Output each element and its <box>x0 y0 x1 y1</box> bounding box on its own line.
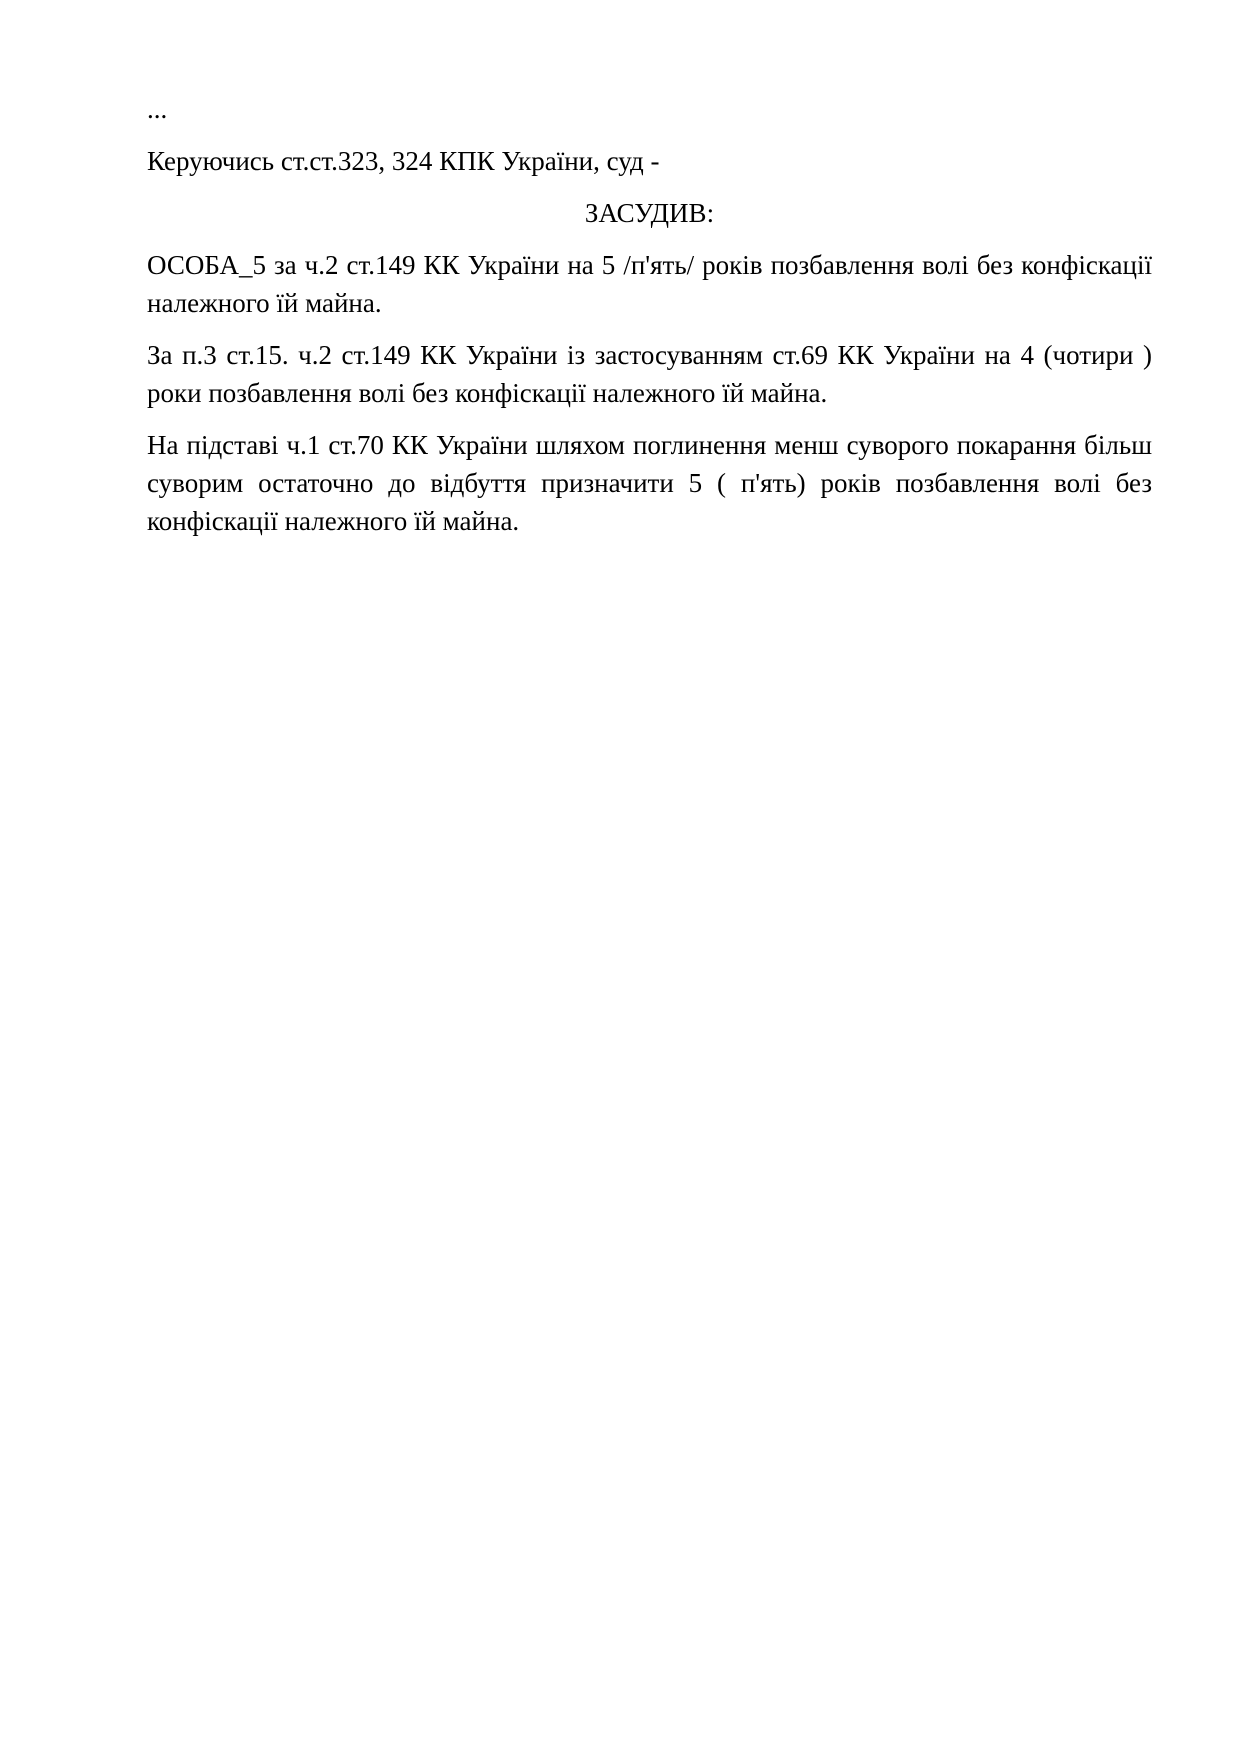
sentence-paragraph-3: На підставі ч.1 ст.70 КК України шляхом поглинення менш суворого покарання більш суворим остаточно до відбуття призначити 5 ( п'ять) років позбавлення волі без конфіскації належного їй майна. <box>147 430 1152 536</box>
legal-basis-line: Керуючись ст.ст.323, 324 КПК України, суд - <box>147 146 660 176</box>
sentence-paragraph-2: За п.3 ст.15. ч.2 ст.149 КК України із застосуванням ст.69 КК України на 4 (чотири ) роки позбавлення волі без конфіскації належного їй майна. <box>147 340 1152 408</box>
omission-ellipsis: ... <box>147 94 168 124</box>
sentence-paragraph-1: ОСОБА_5 за ч.2 ст.149 КК України на 5 /п'ять/ років позбавлення волі без конфіскації належного їй майна. <box>147 250 1152 318</box>
document-body <box>147 90 1152 554</box>
verdict-heading: ЗАСУДИВ: <box>584 198 715 228</box>
